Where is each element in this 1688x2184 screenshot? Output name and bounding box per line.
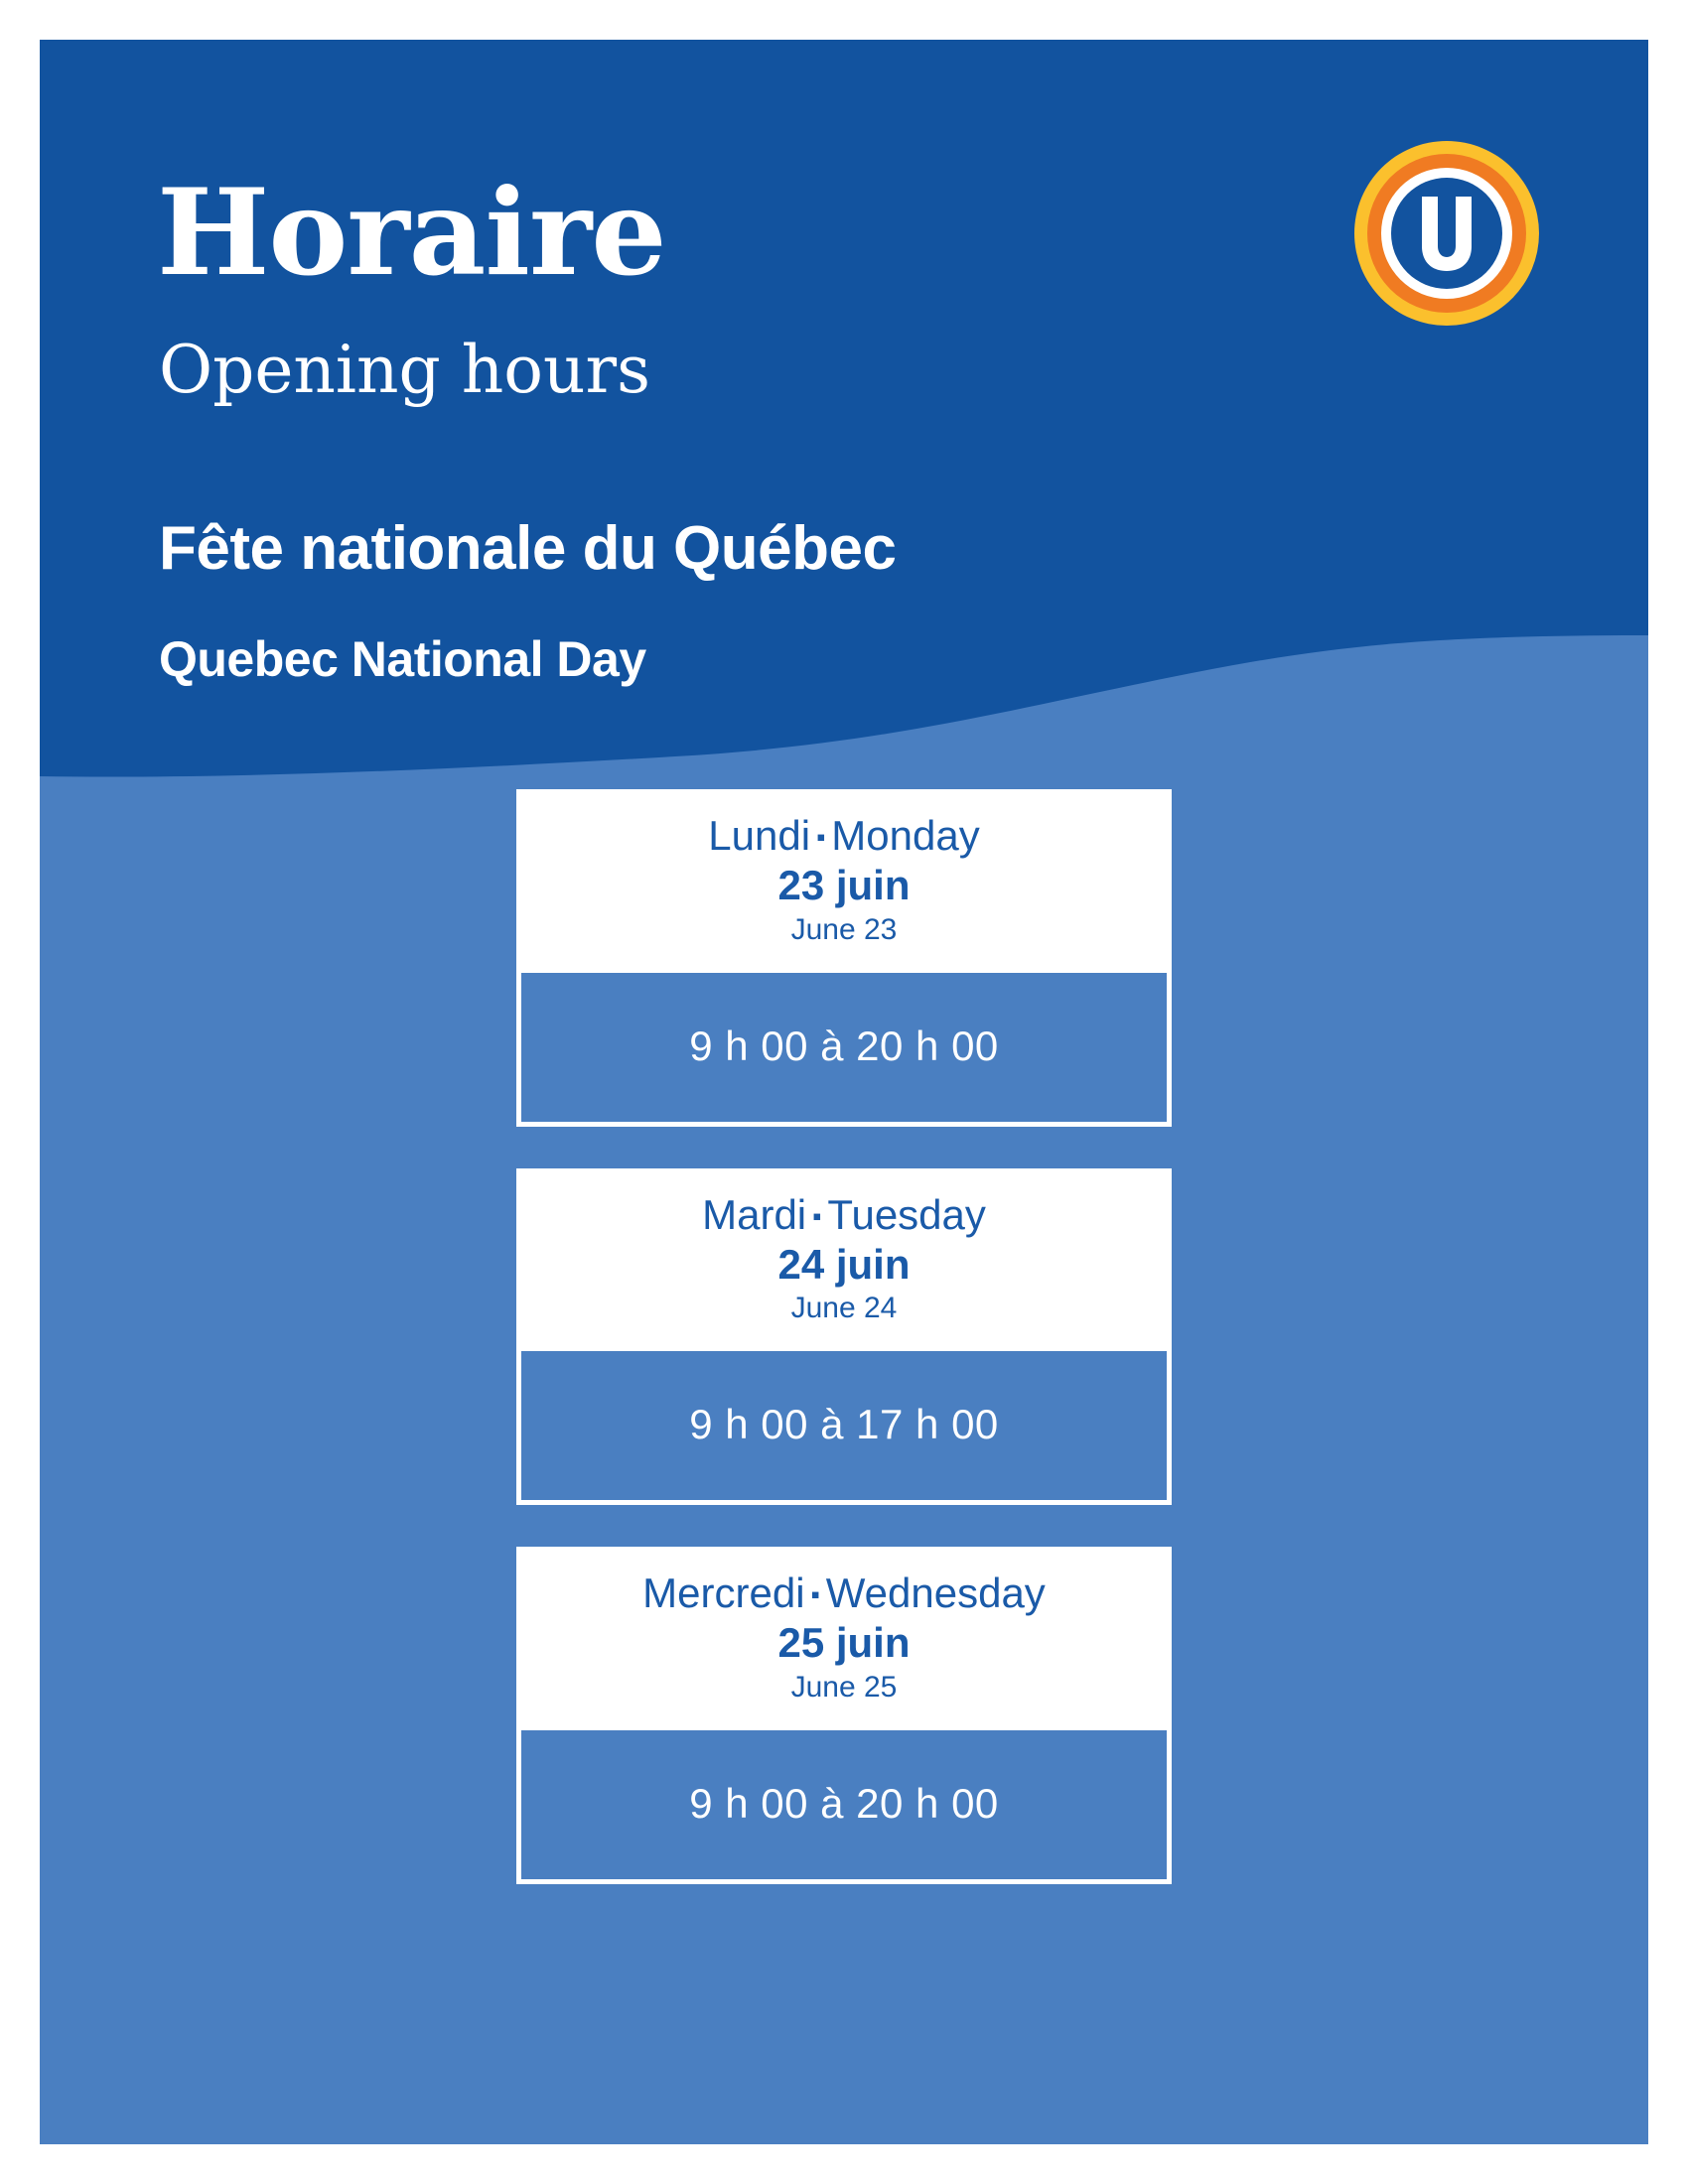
schedule-day-en: Tuesday [827,1190,986,1238]
schedule-card-header [521,1173,1167,1347]
schedule-day-line [531,1191,1157,1238]
schedule-card [516,789,1172,1127]
event-name-en: Quebec National Day [159,631,646,687]
schedule-day-line [531,1570,1157,1616]
separator-icon: ▪ [812,1200,822,1231]
schedule-hours: 9 h 00 à 20 h 00 [521,968,1167,1122]
page-title: Horaire [157,163,666,303]
schedule-card [516,1168,1172,1506]
schedule-day-fr: Mardi [702,1190,807,1238]
schedule-card-header [521,794,1167,968]
page-subtitle: Opening hours [159,332,650,408]
schedule-day-en: Wednesday [825,1570,1046,1617]
schedule-date-en: June 24 [790,1292,898,1325]
schedule-date-fr: 23 juin [777,862,911,909]
schedule-date-fr: 24 juin [777,1240,911,1288]
brand-logo-icon [1352,139,1541,328]
schedule-day-fr: Lundi [708,812,811,859]
schedule-date-fr: 25 juin [777,1619,911,1667]
separator-icon: ▪ [810,1579,820,1610]
event-name-fr: Fête nationale du Québec [159,514,897,583]
separator-icon: ▪ [816,822,826,852]
schedule-day-fr: Mercredi [642,1570,805,1617]
schedule-day-line [531,812,1157,859]
poster-canvas [40,40,1648,2144]
schedule-card [516,1547,1172,1884]
schedule-day-en: Monday [831,812,980,859]
schedule-hours: 9 h 00 à 17 h 00 [521,1346,1167,1500]
schedule-list [40,789,1648,1926]
schedule-date-en: June 23 [790,912,898,946]
schedule-hours: 9 h 00 à 20 h 00 [521,1725,1167,1879]
schedule-date-en: June 25 [790,1670,898,1704]
schedule-card-header [521,1552,1167,1725]
